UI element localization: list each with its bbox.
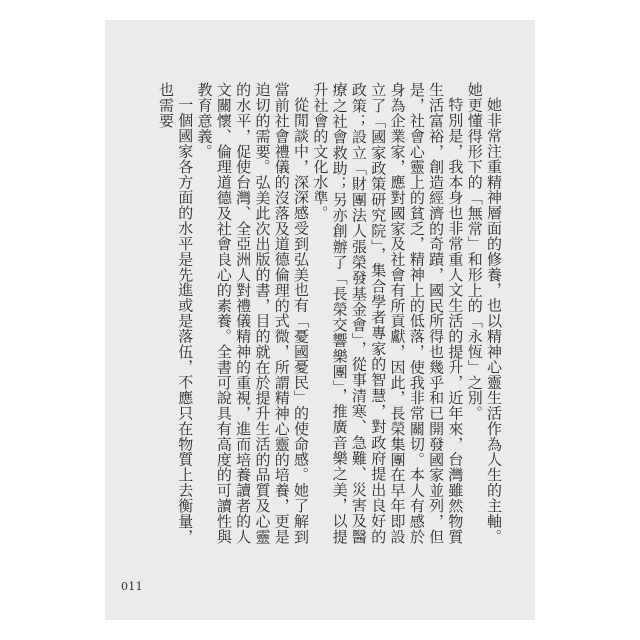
book-page	[105, 20, 535, 620]
body-text	[156, 82, 503, 544]
paragraph-4: 一個國家各方面的水平是先進或是落伍，不應只在物質上去衡量，也需要	[156, 82, 195, 544]
paragraph-2: 特別是，我本身也非常重人文生活的提升，近年來，台灣雖然物質生活富裕，創造經濟的奇蹟，國民所得也幾乎和已開發國家並列，但是，社會心靈上的貧乏，精神上的低落，使我非常關切。本人有感於身為企業家，應對國家及社會有所貢獻，因此，長榮集團在早年即設立了「國家政策研究院」，集合學者專家的智慧，對政府提出良好的政策；設立「財團法人張榮發基金會」，從事清寒、急難、災害及醫療之社會救助；另亦創辦了「長榮交響樂團」，推廣音樂之美，以提升社會的文化水準。	[311, 82, 465, 544]
page-number: 011	[121, 580, 143, 593]
paragraph-3: 從閒談中，深深感受到弘美也有「憂國憂民」的使命感。她了解到當前社會禮儀的沒落及道德倫理的式微，所謂精神心靈的培養，更是迫切的需要。弘美此次出版的書，目的就在於提升生活的品質及心靈的水平，促使台灣、全亞洲人對禮儀精神的重視，進而培養讀者的人文關懷、倫理道德及社會良心的素養。全書可說具有高度的可讀性與教育意義。	[195, 82, 311, 544]
paragraph-1: 她非常注重精神層面的修養，也以精神心靈生活作為人生的主軸。她更懂得形下的「無常」和形上的「永恆」之別。	[465, 82, 503, 544]
